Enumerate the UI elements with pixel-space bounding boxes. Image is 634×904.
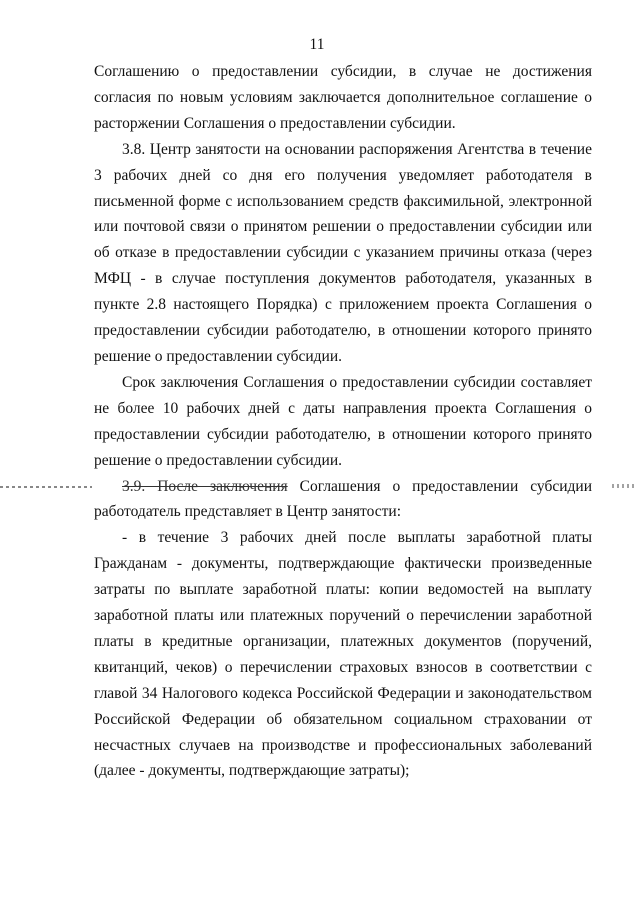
paragraph-continuation: Соглашению о предоставлении субсидии, в случае не достижения согласия по новым условиям заключается дополнительное соглашение о расторжении Соглашения о предоставлении субсидии. — [94, 63, 592, 132]
paragraph-list-item-1: - в течение 3 рабочих дней после выплаты заработной платы Гражданам - документы, подтверждающие фактически произведенные затраты по выплате заработной платы: копии ведомостей на выплату заработной платы или платежных поручений о перечислении заработной платы в кредитные организации, платежных документов (поручений, квитанций, чеков) о перечислении страховых взносов в соответствии с главой 34 Налогового кодекса Российской Федерации и законодательством Российской Федерации об обязательном социальном страховании от несчастных случаев на производстве и профессиональных заболеваний (далее - документы, подтверждающие затраты); — [94, 529, 592, 780]
scan-artifact-right — [612, 484, 634, 488]
paragraph-3-9 — [94, 474, 592, 526]
paragraph-3-9-text: Соглашения о предоставлении субсидии работодатель представляет в Центр занятости: — [94, 477, 592, 521]
struck-text: 3.9. После заключения — [122, 477, 288, 495]
page-number: 11 — [309, 36, 325, 53]
scan-artifact-left — [0, 486, 92, 488]
document-body — [94, 59, 592, 784]
paragraph-3-8: 3.8. Центр занятости на основании распоряжения Агентства в течение 3 рабочих дней со дня его получения уведомляет работодателя в письменной форме с использованием средств факсимильной, электронной или почтовой связи о принятом решении о предоставлении субсидии или об отказе в предоставлении субсидии с указанием причины отказа (через МФЦ - в случае поступления документов работодателя, указанных в пункте 2.8 настоящего Порядка) с приложением проекта Соглашения о предоставлении субсидии работодателю, в отношении которого принято решение о предоставлении субсидии. — [94, 140, 592, 365]
paragraph-agreement-term: Срок заключения Соглашения о предоставлении субсидии составляет не более 10 рабочих дней с даты направления проекта Соглашения о предоставлении субсидии работодателю, в отношении которого принято решение о предоставлении субсидии. — [94, 373, 592, 469]
